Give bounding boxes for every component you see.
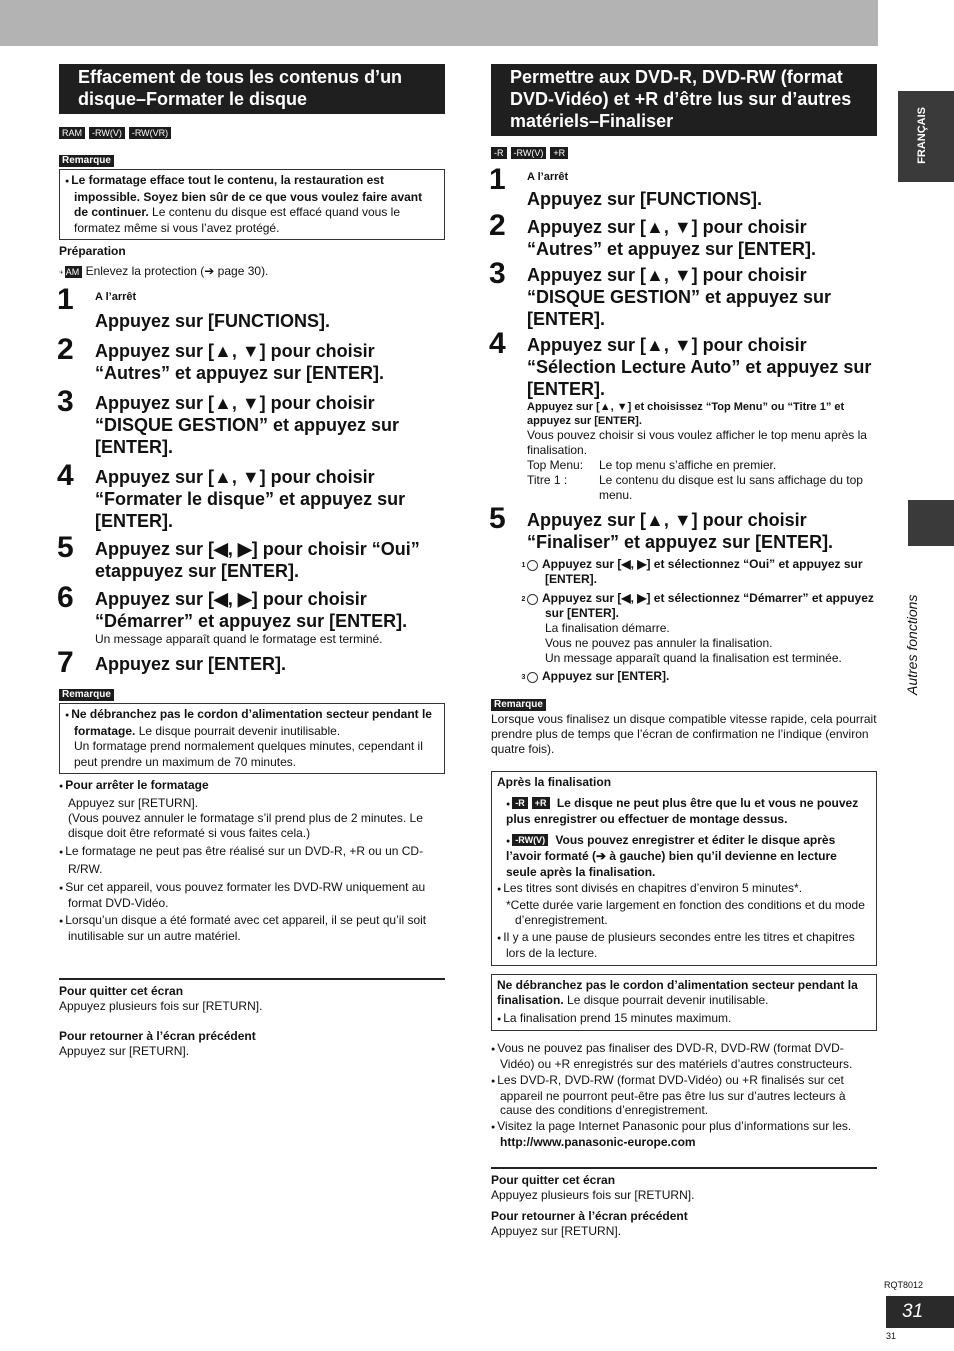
step-1 [57, 283, 445, 332]
step-text: Appuyez sur [◀, ▶] pour choisir “Démarrer” et appuyez sur [ENTER]. [95, 589, 408, 631]
finalize-notes [491, 1041, 877, 1149]
step-7 [57, 646, 445, 679]
quit-label: Pour quitter cet écran [491, 1173, 616, 1187]
format-notes [59, 778, 445, 944]
disc-tags [59, 124, 445, 138]
step-sub: Appuyez sur [▲, ▼] et choisissez “Top Menu” ou “Titre 1” et appuyez sur [ENTER]. [527, 401, 845, 427]
step-text: Appuyez sur [▲, ▼] pour choisir “DISQUE GESTION” et appuyez sur [ENTER]. [95, 393, 400, 457]
step-number: 3 [57, 385, 74, 418]
substep-number: 3 [527, 672, 538, 683]
after-finalize-box [491, 771, 877, 966]
step-text: Appuyez sur [◀, ▶] pour choisir “Oui” etappuyez sur [ENTER]. [95, 539, 420, 581]
remark-label: Remarque [491, 699, 546, 711]
step-text: Appuyez sur [▲, ▼] pour choisir “Formater le disque” et appuyez sur [ENTER]. [95, 467, 406, 531]
format-warning-bold: Le formatage efface tout le contenu, la restauration est impossible. Soyez bien sûr de ce que vous voulez faire avant de continuer. [71, 173, 423, 219]
page-number-badge [886, 1296, 954, 1328]
disc-tags [491, 144, 877, 158]
header-bar [0, 0, 878, 46]
step-sub: A l’arrêt [95, 291, 137, 303]
step-6 [57, 581, 445, 647]
substep-1 [521, 557, 877, 587]
list-item: ● Les titres sont divisés en chapitres d’environ 5 minutes*. [497, 881, 870, 898]
list-item: ● Lorsqu’un disque a été formaté avec cet appareil, il se peut qu’il soit inutilisable sur un autre matériel. [59, 913, 445, 944]
list-item: ● Il y a une pause de plusieurs secondes entre les titres et chapitres lors de la lecture. [497, 930, 870, 962]
substep-desc: Un message apparaît quand la finalisation est terminée. [545, 651, 842, 665]
step-text: Appuyez sur [▲, ▼] pour choisir “Sélection Lecture Auto” et appuyez sur [ENTER]. [527, 335, 872, 399]
step-4 [489, 327, 877, 503]
finalize-warning-text: Le disque pourrait devenir inutilisable. [563, 993, 769, 1007]
list-item-text: Le disque ne peut plus être que lu et vous ne pouvez plus enregistrer ou effectuer de montage dessus. [506, 795, 859, 826]
format-section [59, 64, 445, 1059]
list-item: ● Le formatage ne peut pas être réalisé sur un DVD-R, +R ou un CD-R/RW. [59, 843, 445, 878]
disc-tag: -RW(VR) [129, 127, 171, 139]
document-code: RQT8012 [884, 1280, 924, 1290]
navigation-help [491, 1167, 877, 1239]
option-key: Top Menu: [527, 458, 584, 472]
finalize-heading: Permettre aux DVD-R, DVD-RW (format DVD-Vidéo) et +R d’être lus sur d’autres matériels–Finaliser [491, 64, 877, 136]
step-sub: A l’arrêt [527, 171, 569, 183]
language-label: FRANÇAIS [916, 107, 928, 164]
step-3 [57, 385, 445, 458]
option-title-1 [527, 473, 877, 503]
finalize-substeps [491, 557, 877, 684]
substep-text: Appuyez sur [ENTER]. [542, 669, 670, 683]
power-warning-bold: Ne débranchez pas le cordon d’alimentation secteur pendant le formatage. [71, 707, 432, 738]
option-value: Le top menu s’affiche en premier. [599, 458, 777, 472]
section-label: Autres fonctions [904, 594, 920, 695]
list-item: ● La finalisation prend 15 minutes maximum. [497, 1011, 870, 1028]
step-text: Appuyez sur [ENTER]. [95, 654, 287, 674]
disc-tag: +R [550, 147, 568, 159]
step-number: 5 [489, 502, 506, 535]
quit-text: Appuyez plusieurs fois sur [RETURN]. [491, 1188, 695, 1202]
step-number: 7 [57, 646, 74, 679]
list-item: ● Sur cet appareil, vous pouvez formater les DVD-RW uniquement au format DVD-Vidéo. [59, 880, 445, 911]
option-top-menu [527, 458, 877, 473]
finalize-section [491, 64, 877, 1239]
disc-tag: -RW(V) [512, 834, 548, 846]
website-link[interactable]: http://www.panasonic-europe.com [500, 1135, 696, 1149]
page-number: 31 [902, 1301, 924, 1322]
option-value: Le contenu du disque est lu sans affichage du top menu. [599, 473, 863, 502]
list-item [497, 833, 870, 881]
step-number: 2 [489, 209, 506, 242]
disc-tag: -R [491, 147, 507, 159]
disc-tag: RAM [59, 127, 85, 139]
stop-format-text: Appuyez sur [RETURN]. [68, 796, 199, 810]
quit-text: Appuyez plusieurs fois sur [RETURN]. [59, 999, 263, 1013]
substep-text: Appuyez sur [◀, ▶] et sélectionnez “Démarrer” et appuyez sur [ENTER]. [542, 591, 874, 620]
after-finalize-label: Après la finalisation [497, 775, 612, 789]
list-item [497, 796, 870, 828]
substep-number: 2 [527, 594, 538, 605]
step-4 [57, 459, 445, 532]
list-item: ● Visitez la page Internet Panasonic pour plus d’informations sur les. [491, 1119, 877, 1135]
step-1 [489, 163, 877, 210]
preparation-label: Préparation [59, 244, 126, 258]
quit-label: Pour quitter cet écran [59, 984, 184, 998]
power-warning-box [59, 703, 445, 774]
back-text: Appuyez sur [RETURN]. [491, 1224, 622, 1238]
list-item-text: Vous pouvez enregistrer et éditer le disque après l’avoir formaté (➔ à gauche) bien qu’il devienne en lecture seule après la finalisation. [506, 832, 837, 879]
step-number: 5 [57, 531, 74, 564]
disc-tag: -R [512, 797, 528, 809]
step-2 [489, 209, 877, 260]
step-text: Appuyez sur [FUNCTIONS]. [95, 311, 331, 331]
format-warning-text: Le contenu du disque est effacé quand vous le formatez même si vous l’avez protégé. [74, 205, 400, 235]
substep-desc: La finalisation démarre. [545, 621, 670, 635]
language-tab [898, 91, 954, 182]
navigation-help [59, 978, 445, 1059]
back-label: Pour retourner à l’écran précédent [59, 1029, 256, 1043]
step-text: Appuyez sur [▲, ▼] pour choisir “Autres” et appuyez sur [ENTER]. [527, 217, 817, 259]
step-number: 4 [57, 459, 74, 492]
preparation-text: Enlevez la protection (➔ page 30). [82, 264, 269, 278]
back-label: Pour retourner à l’écran précédent [491, 1209, 688, 1223]
disc-tag: -RW(V) [89, 127, 125, 139]
step-5 [57, 531, 445, 582]
substep-2 [521, 591, 877, 621]
list-item: ● Les DVD-R, DVD-RW (format DVD-Vidéo) ou +R finalisés sur cet appareil ne pourront peut-être pas être lus sur d’autres lecteurs à cause des conditions d’enregistrement. [491, 1073, 877, 1117]
format-duration-text: Un formatage prend normalement quelques minutes, cependant il peut prendre un maximum de 70 minutes. [74, 739, 423, 769]
substep-text: Appuyez sur [◀, ▶] et sélectionnez “Oui” et appuyez sur [ENTER]. [542, 557, 863, 586]
stop-format-label: ● Pour arrêter le formatage [59, 778, 445, 794]
section-marker [908, 500, 954, 546]
step-number: 1 [489, 163, 506, 196]
step-text: Appuyez sur [▲, ▼] pour choisir “DISQUE GESTION” et appuyez sur [ENTER]. [527, 265, 832, 329]
finalize-warning-bold: Ne débranchez pas le cordon d’alimentation secteur pendant la finalisation. [497, 977, 858, 1007]
step-text: Appuyez sur [FUNCTIONS]. [527, 189, 763, 209]
step-number: 2 [57, 333, 74, 366]
back-text: Appuyez sur [RETURN]. [59, 1044, 190, 1058]
step-text: Appuyez sur [▲, ▼] pour choisir “Finaliser” et appuyez sur [ENTER]. [527, 510, 834, 552]
remark-label: Remarque [59, 689, 114, 701]
step-5 [489, 502, 877, 553]
step-3 [489, 257, 877, 330]
step-text: Appuyez sur [▲, ▼] pour choisir “Autres” et appuyez sur [ENTER]. [95, 341, 385, 383]
format-heading: Effacement de tous les contenus d’un disque–Formater le disque [59, 64, 445, 114]
step-desc: Vous pouvez choisir si vous voulez afficher le top menu après la finalisation. [527, 428, 867, 457]
substep-desc: Vous ne pouvez pas annuler la finalisation. [545, 636, 773, 650]
substep-3 [521, 669, 877, 684]
power-warning-text: Le disque pourrait devenir inutilisable. [135, 723, 341, 738]
footnote: *Cette durée varie largement en fonction des conditions et du mode d’enregistrement. [506, 897, 865, 927]
remark-label: Remarque [59, 155, 114, 167]
step-2 [57, 333, 445, 384]
disc-tag: -RW(V) [511, 147, 547, 159]
step-number: 4 [489, 327, 506, 360]
remark-text: Lorsque vous finalisez un disque compatible vitesse rapide, cela pourrait prendre plus de temps que l’écran de confirmation ne l’indique (environ quatre fois). [491, 712, 877, 756]
disc-tag: +R [532, 797, 550, 809]
finalize-warning-box [491, 974, 877, 1032]
substep-number: 1 [527, 560, 538, 571]
disc-tag: RAM [65, 266, 82, 278]
option-key: Titre 1 : [527, 473, 568, 487]
step-number: 6 [57, 581, 74, 614]
format-warning-box [59, 169, 445, 240]
page-number-small: 31 [886, 1331, 897, 1341]
list-item: ● Vous ne pouvez pas finaliser des DVD-R, DVD-RW (format DVD-Vidéo) ou +R enregistrés sur des matériels d’autres constructeurs. [491, 1041, 877, 1071]
step-number: 3 [489, 257, 506, 290]
step-number: 1 [57, 283, 74, 316]
stop-format-text: (Vous pouvez annuler le formatage s’il prend plus de 2 minutes. Le disque doit être reformaté si vous faites cela.) [68, 811, 423, 840]
step-desc: Un message apparaît quand le formatage est terminé. [95, 632, 383, 646]
